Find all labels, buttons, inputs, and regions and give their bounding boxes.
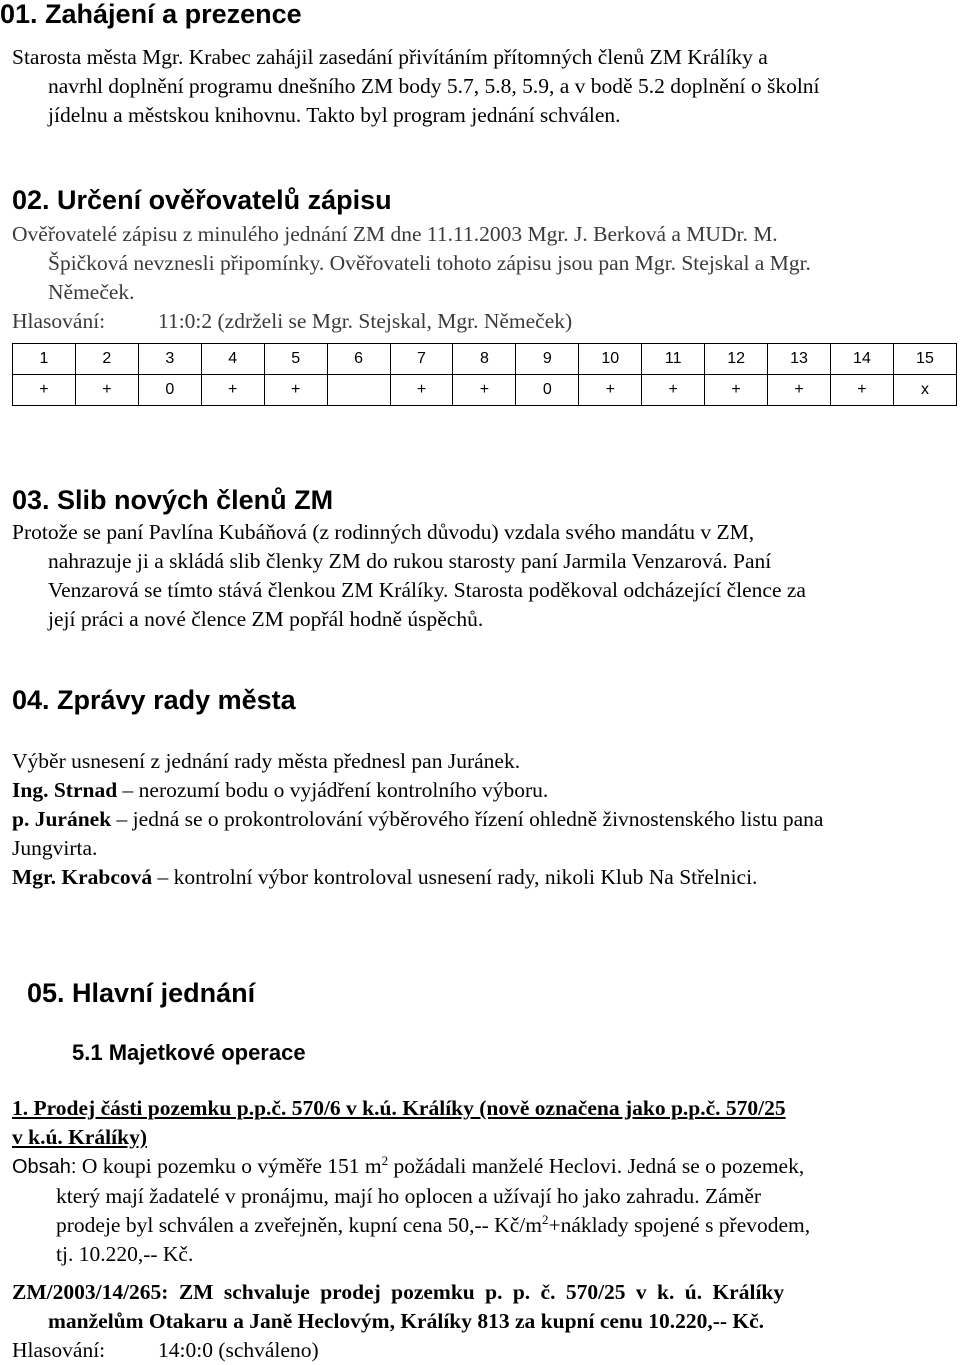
section-01-heading: 01. Zahájení a prezence bbox=[0, 0, 302, 29]
vote-number-cell: 8 bbox=[453, 344, 516, 375]
vote-number-cell: 14 bbox=[830, 344, 893, 375]
vote-number-cell: 5 bbox=[264, 344, 327, 375]
vote-value-cell: + bbox=[264, 375, 327, 406]
vote-value-cell: + bbox=[390, 375, 453, 406]
vote-table bbox=[12, 343, 957, 406]
vote-value-cell: 0 bbox=[516, 375, 579, 406]
vote-number-cell: 13 bbox=[768, 344, 831, 375]
text-line: Starosta města Mgr. Krabec zahájil zasedání přivítáním přítomných členů ZM Králíky a bbox=[12, 45, 768, 69]
resolution-line: ZM/2003/14/265: ZM schvaluje prodej pozemku p. p. č. 570/25 v k. ú. Králíky bbox=[12, 1280, 785, 1304]
speaker-line bbox=[12, 805, 948, 834]
vote-value-cell: 0 bbox=[138, 375, 201, 406]
vote-number-cell: 10 bbox=[579, 344, 642, 375]
text-line: nahrazuje ji a skládá slib členky ZM do rukou starosty paní Jarmila Venzarová. Paní bbox=[48, 549, 772, 573]
obsah-text: prodeje byl schválen a zveřejněn, kupní cena 50,-- Kč/m bbox=[56, 1213, 542, 1237]
vote-value-cell: + bbox=[75, 375, 138, 406]
vote-table-numbers-row bbox=[13, 344, 957, 375]
speaker-text: – jedná se o prokontrolování výběrového řízení ohledně živnostenského listu pana bbox=[111, 807, 824, 831]
vote-value-cell: + bbox=[453, 375, 516, 406]
speaker-name: Ing. Strnad bbox=[12, 778, 118, 802]
section-04-heading: 04. Zprávy rady města bbox=[12, 685, 296, 715]
obsah-line bbox=[12, 1152, 948, 1182]
resolution-block bbox=[12, 1278, 948, 1365]
obsah-text: O koupi pozemku o výměře 151 m bbox=[76, 1154, 382, 1178]
text-line: navrhl doplnění programu dnešního ZM body 5.7, 5.8, 5.9, a v bodě 5.2 doplnění o školní bbox=[48, 74, 820, 98]
section-02-heading: 02. Určení ověřovatelů zápisu bbox=[12, 185, 392, 215]
vote-value-cell bbox=[327, 375, 390, 406]
vote-label: Hlasování: bbox=[12, 309, 106, 333]
speaker-name: Mgr. Krabcová bbox=[12, 865, 153, 889]
vote-value-cell: + bbox=[201, 375, 264, 406]
obsah-text: požádali manželé Heclovi. Jedná se o pozemek, bbox=[388, 1154, 805, 1178]
vote-number-cell: 2 bbox=[75, 344, 138, 375]
vote-number-cell: 7 bbox=[390, 344, 453, 375]
vote-number-cell: 15 bbox=[893, 344, 956, 375]
superscript: 2 bbox=[541, 1211, 549, 1227]
text-line: její práci a nové člence ZM popřál hodně úspěchů. bbox=[48, 607, 484, 631]
section-03-paragraph bbox=[12, 518, 948, 634]
section-05-item bbox=[12, 1094, 948, 1269]
obsah-text: +náklady spojené s převodem, bbox=[548, 1213, 811, 1237]
vote-value-cell: + bbox=[13, 375, 76, 406]
section-05-heading: 05. Hlavní jednání bbox=[27, 978, 256, 1008]
vote-value: 14:0:0 (schváleno) bbox=[158, 1338, 319, 1362]
item-title-line: v k.ú. Králíky) bbox=[12, 1125, 147, 1149]
vote-table-votes-row bbox=[13, 375, 957, 406]
text-line: Výběr usnesení z jednání rady města přednesl pan Juránek. bbox=[12, 749, 521, 773]
speaker-line bbox=[12, 863, 948, 892]
vote-value-cell: x bbox=[893, 375, 956, 406]
vote-value: 11:0:2 (zdrželi se Mgr. Stejskal, Mgr. Němeček) bbox=[158, 309, 573, 333]
text-line: Ověřovatelé zápisu z minulého jednání ZM dne 11.11.2003 Mgr. J. Berková a MUDr. M. bbox=[12, 222, 778, 246]
vote-value-cell: + bbox=[642, 375, 705, 406]
vote-number-cell: 9 bbox=[516, 344, 579, 375]
speaker-text: – nerozumí bodu o vyjádření kontrolního výboru. bbox=[117, 778, 549, 802]
superscript: 2 bbox=[381, 1152, 389, 1168]
vote-number-cell: 4 bbox=[201, 344, 264, 375]
text-line: Špičková nevznesli připomínky. Ověřovateli tohoto zápisu jsou pan Mgr. Stejskal a Mgr. bbox=[48, 251, 811, 275]
section-01-paragraph bbox=[12, 43, 948, 130]
resolution-line: manželům Otakaru a Janě Heclovým, Králíky 813 za kupní cenu 10.220,-- Kč. bbox=[48, 1309, 765, 1333]
text-line: Venzarová se tímto stává členkou ZM Králíky. Starosta poděkoval odcházející člence za bbox=[48, 578, 806, 602]
vote-number-cell: 3 bbox=[138, 344, 201, 375]
speaker-line bbox=[12, 776, 948, 805]
vote-value-cell: + bbox=[830, 375, 893, 406]
section-05-subheading: 5.1 Majetkové operace bbox=[72, 1040, 306, 1065]
section-02-paragraph bbox=[12, 220, 948, 336]
vote-number-cell: 6 bbox=[327, 344, 390, 375]
obsah-line bbox=[12, 1211, 948, 1240]
vote-line bbox=[12, 1336, 948, 1365]
vote-value-cell: + bbox=[579, 375, 642, 406]
vote-number-cell: 11 bbox=[642, 344, 705, 375]
section-04-paragraph bbox=[12, 747, 948, 892]
obsah-label: Obsah: bbox=[12, 1156, 77, 1178]
obsah-line: který mají žadatelé v pronájmu, mají ho oplocen a užívají ho jako zahradu. Záměr bbox=[56, 1184, 762, 1208]
vote-label: Hlasování: bbox=[12, 1338, 106, 1362]
vote-line bbox=[12, 307, 948, 336]
vote-number-cell: 12 bbox=[705, 344, 768, 375]
vote-value-cell: + bbox=[768, 375, 831, 406]
text-line: Jungvirta. bbox=[12, 836, 98, 860]
obsah-line: tj. 10.220,-- Kč. bbox=[56, 1242, 194, 1266]
vote-number-cell: 1 bbox=[13, 344, 76, 375]
text-line: Němeček. bbox=[48, 280, 135, 304]
text-line: jídelnu a městskou knihovnu. Takto byl program jednání schválen. bbox=[48, 103, 621, 127]
item-title-line: 1. Prodej části pozemku p.p.č. 570/6 v k.ú. Králíky (nově označena jako p.p.č. 570/25 bbox=[12, 1096, 786, 1120]
speaker-name: p. Juránek bbox=[12, 807, 112, 831]
speaker-text: – kontrolní výbor kontroloval usnesení rady, nikoli Klub Na Střelnici. bbox=[152, 865, 758, 889]
text-line: Protože se paní Pavlína Kubáňová (z rodinných důvodu) vzdala svého mandátu v ZM, bbox=[12, 520, 755, 544]
vote-value-cell: + bbox=[705, 375, 768, 406]
section-03-heading: 03. Slib nových členů ZM bbox=[12, 485, 334, 515]
